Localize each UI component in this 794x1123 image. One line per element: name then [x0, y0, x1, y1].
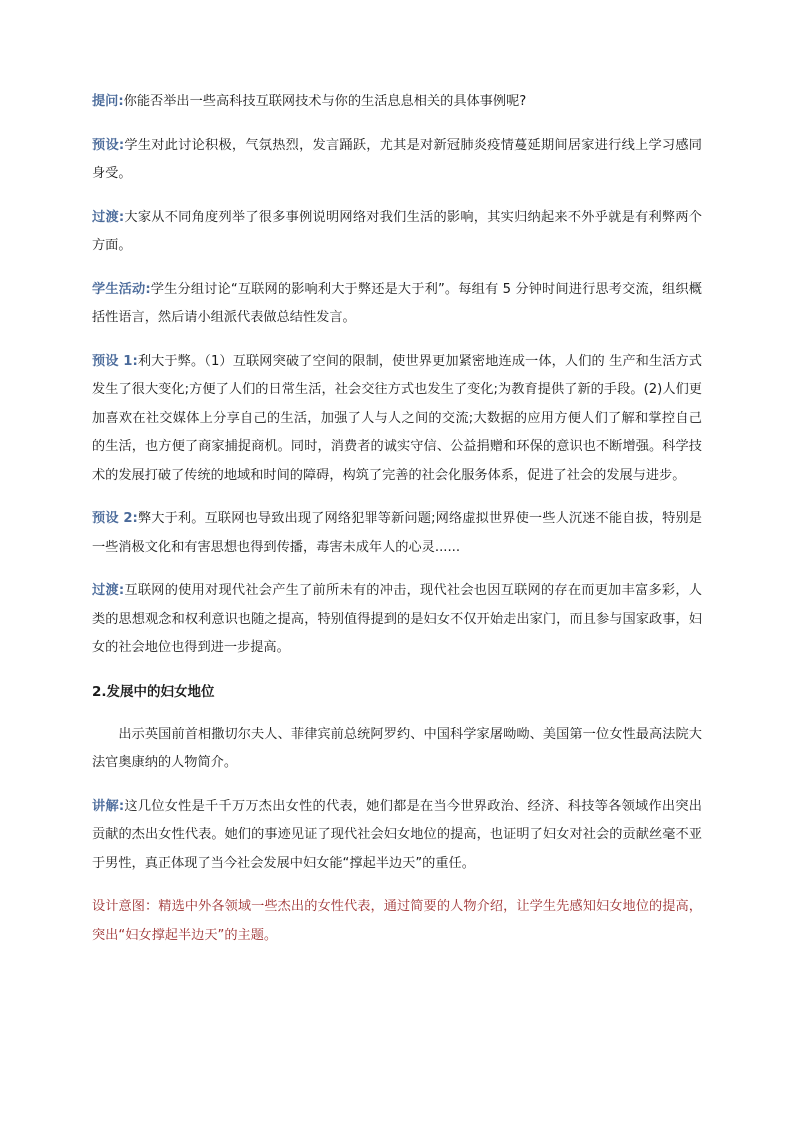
preset-1-label: 预设 1:: [92, 353, 138, 369]
transition-label-1: 过渡:: [92, 209, 125, 225]
preset-text: 学生对此讨论积极，气氛热烈，发言踊跃，尤其是对新冠肺炎疫情蔓延期间居家进行线上学习感同身受。: [92, 137, 702, 181]
transition-text-1: 大家从不同角度列举了很多事例说明网络对我们生活的影响，其实归纳起来不外乎就是有利弊两个方面。: [92, 209, 702, 253]
preset-label: 预设:: [92, 137, 125, 153]
transition-label-2: 过渡:: [92, 583, 125, 598]
preset-2-text: 弊大于利。互联网也导致出现了网络犯罪等新问题;网络虚拟世界使一些人沉迷不能自拔，特别是一些消极文化和有害思想也得到传播，毒害未成年人的心灵......: [92, 511, 702, 555]
transition-text-2: 互联网的使用对现代社会产生了前所未有的冲击，现代社会也因互联网的存在而更加丰富多彩，人类的思想观念和权利意识也随之提高，特别值得提到的是妇女不仅开始走出家门，而且参与国家政事，妇女的社会地位也得到进一步提高。: [92, 583, 702, 655]
preset-paragraph: [92, 132, 702, 189]
preset-1-paragraph: [92, 348, 702, 491]
question-text: 你能否举出一些高科技互联网技术与你的生活息息相关的具体事例呢?: [123, 94, 527, 109]
explain-paragraph: [92, 793, 702, 879]
student-activity-text: 学生分组讨论“互联网的影响利大于弊还是大于利”。每组有 5 分钟时间进行思考交流，组织概括性语言，然后请小组派代表做总结性发言。: [92, 281, 702, 325]
explain-label: 讲解:: [92, 798, 125, 814]
intro-paragraph: 出示英国前首相撒切尔夫人、菲律宾前总统阿罗约、中国科学家屠呦呦、美国第一位女性最高法院大法官奥康纳的人物简介。: [92, 726, 702, 770]
design-intent-paragraph: 设计意图：精选中外各领域一些杰出的女性代表，通过简要的人物介绍，让学生先感知妇女地位的提高，突出“妇女撑起半边天”的主题。: [92, 899, 702, 943]
student-activity-label: 学生活动:: [92, 281, 151, 297]
transition-paragraph-1: [92, 204, 702, 261]
section-heading: 2.发展中的妇女地位: [92, 683, 215, 700]
student-activity-paragraph: [92, 276, 702, 333]
explain-text: 这几位女性是千千万万杰出女性的代表，她们都是在当今世界政治、经济、科技等各领域作出突出贡献的杰出女性代表。她们的事迹见证了现代社会妇女地位的提高，也证明了妇女对社会的贡献丝毫不亚于男性，真正体现了当今社会发展中妇女能“撑起半边天”的重任。: [92, 798, 702, 871]
preset-1-text: 利大于弊。（1）互联网突破了空间的限制，使世界更加紧密地连成一体，人们的 生产和生活方式发生了很大变化;方便了人们的日常生活，社会交往方式也发生了变化;为教育提供了新的手段。(2)人们更加喜欢在社交媒体上分享自己的生活，加强了人与人之间的交流;大数据的应用方便人们了解和掌控自己的生活，也方便了商家捕捉商机。同时，消费者的诚实守信、公益捐赠和环保的意识也不断增强。科学技术的发展打破了传统的地域和时间的障碍，构筑了完善的社会化服务体系，促进了社会的发展与进步。: [92, 353, 702, 483]
question-paragraph: [92, 88, 702, 117]
question-label: 提问:: [92, 94, 124, 109]
preset-2-label: 预设 2:: [92, 511, 138, 526]
transition-paragraph-2: [92, 577, 702, 663]
preset-2-paragraph: [92, 505, 702, 562]
